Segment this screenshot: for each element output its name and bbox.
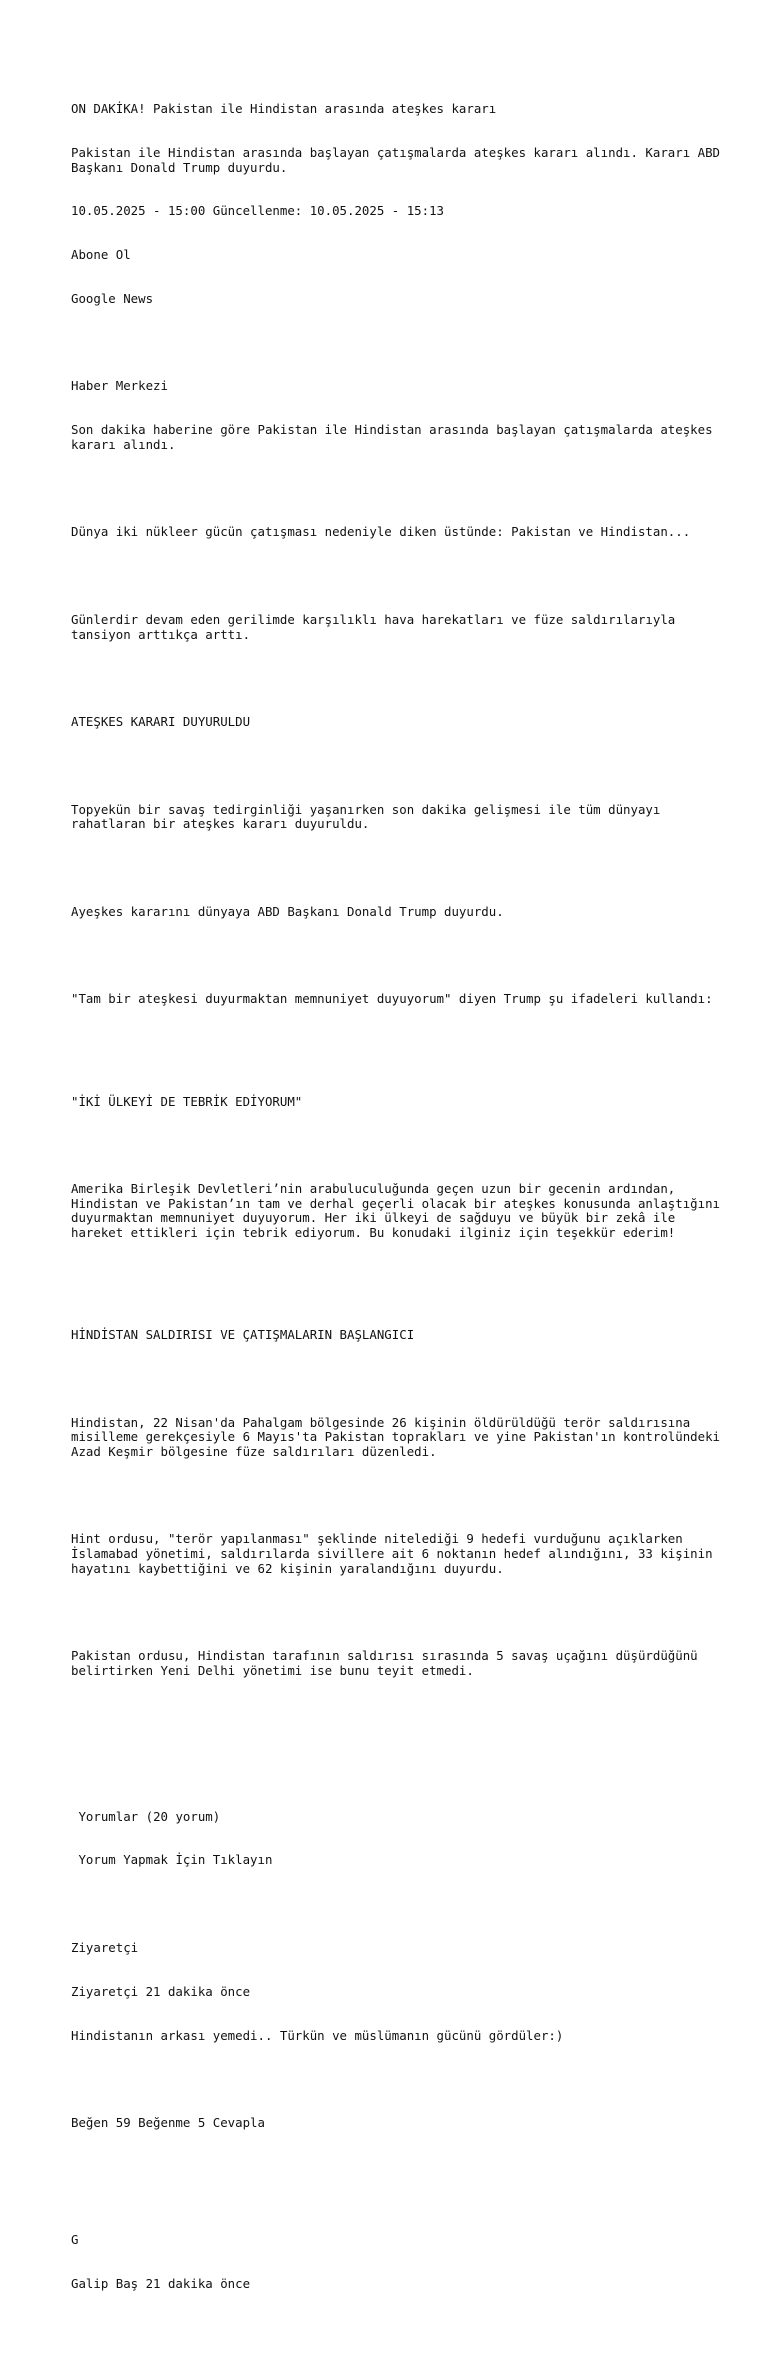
- headline: ON DAKİKA! Pakistan ile Hindistan arasında ateşkes kararı: [71, 101, 497, 117]
- spacer: [71, 336, 721, 351]
- comments-section: [71, 1780, 721, 2349]
- paragraph-5: Ayeşkes kararını dünyaya ABD Başkanı Donald Trump duyurdu.: [71, 903, 504, 919]
- spacer: [71, 1489, 721, 1504]
- spacer: [71, 1270, 721, 1299]
- google-news-link[interactable]: Google News: [71, 290, 154, 306]
- paragraph-3: Günlerdir devam eden gerilimde karşılıklı hava harekatları ve füze saldırılarıyla tansiyon arttıkça arttı.: [71, 611, 683, 642]
- comment-item: [71, 1912, 721, 2160]
- paragraph-4: Topyekün bir savaş tedirginliği yaşanırken son dakika gelişmesi ile tüm dünyayı rahatlaran bir ateşkes kararı duyuruldu.: [71, 801, 668, 832]
- summary: Pakistan ile Hindistan arasında başlayan çatışmalarda ateşkes kararı alındı. Kararı ABD Başkanı Donald Trump duyurdu.: [71, 144, 728, 175]
- article-page: [71, 73, 728, 2364]
- spacer: [71, 1372, 721, 1387]
- spacer: [71, 861, 721, 876]
- spacer: [71, 1036, 721, 1065]
- paragraph-1: Son dakika haberine göre Pakistan ile Hindistan arasında başlayan çatışmalarda ateşkes kararı alındı.: [71, 422, 721, 452]
- spacer: [71, 1708, 721, 1737]
- trump-quote: Amerika Birleşik Devletleri’nin arabuluculuğunda geçen uzun bir gecenin ardından, Hindistan ve Pakistan’ın tam ve derhal geçerli olacak bir ateşkes konusunda anlaştığını duyurmaktan memnuniyet duyuyorum. Her iki ülkeyi de sağduyu ve büyük bir zekâ ile hareket ettikleri için tebrik ediyorum. Bu konudaki ilginiz için teşekkür ederim!: [71, 1181, 728, 1240]
- section-heading-congrats: "İKİ ÜLKEYİ DE TEBRİK EDİYORUM": [71, 1093, 303, 1109]
- spacer: [71, 1138, 721, 1153]
- spacer: [71, 569, 721, 584]
- related-news-link[interactable]: Dünya iki nükleer gücün çatışması nedeniyle diken üstünde: Pakistan ve Hindistan...: [71, 524, 691, 540]
- section-heading-ceasefire: ATEŞKES KARARI DUYURULDU: [71, 714, 251, 730]
- paragraph-8: Hindistan, 22 Nisan'da Pahalgam bölgesinde 26 kişinin öldürüldüğü terör saldırısına misilleme gerekçesiyle 6 Mayıs'ta Pakistan toprakları ve yine Pakistan'ın kontrolündeki Azad Keşmir bölgesine füze saldırıları düzenledi.: [71, 1414, 728, 1459]
- comment-avatar-initial: G: [71, 2231, 79, 2247]
- spacer: [71, 949, 721, 964]
- paragraph-6: "Tam bir ateşkesi duyurmaktan memnuniyet duyuyorum" diyen Trump şu ifadeleri kullandı:: [71, 991, 713, 1007]
- write-comment-button[interactable]: Yorum Yapmak İçin Tıklayın: [71, 1852, 273, 1868]
- comment-meta: Ziyaretçi 21 dakika önce: [71, 1983, 251, 1999]
- publish-dates: 10.05.2025 - 15:00 Güncellenme: 10.05.2025 - 15:13: [71, 203, 444, 219]
- paragraph-10: Pakistan ordusu, Hindistan tarafının saldırısı sırasında 5 savaş uçağını düşürdüğünü belirtirken Yeni Delhi yönetimi ise bunu teyit etmedi.: [71, 1648, 706, 1678]
- spacer: [71, 671, 721, 686]
- spacer: [71, 1605, 721, 1620]
- comment-author: Ziyaretçi: [71, 1940, 139, 1955]
- spacer: [71, 482, 721, 497]
- paragraph-9: Hint ordusu, "terör yapılanması" şeklinde nitelediği 9 hedefi vurduğunu açıklarken İslamabad yönetimi, saldırılarda sivillere ait 6 noktanın hedef alındığını, 33 kişinin hayatını kaybettiğini ve 62 kişinin yaralandığını duyurdu.: [71, 1531, 721, 1576]
- comment-text: Hindistanın arkası yemedi.. Türkün ve müslümanın gücünü gördüler:): [71, 2027, 564, 2043]
- comment-item: [71, 2204, 721, 2321]
- news-source: Haber Merkezi: [71, 378, 168, 394]
- section-heading-attack: HİNDİSTAN SALDIRISI VE ÇATIŞMALARIN BAŞLANGICI: [71, 1327, 415, 1343]
- comment-meta: Galip Baş 21 dakika önce: [71, 2275, 251, 2291]
- comments-header: Yorumlar (20 yorum): [71, 1808, 221, 1824]
- comment-actions[interactable]: Beğen 59 Beğenme 5 Cevapla: [71, 2115, 265, 2131]
- spacer: [71, 759, 721, 774]
- subscribe-link[interactable]: Abone Ol: [71, 247, 131, 263]
- spacer: [71, 2072, 721, 2087]
